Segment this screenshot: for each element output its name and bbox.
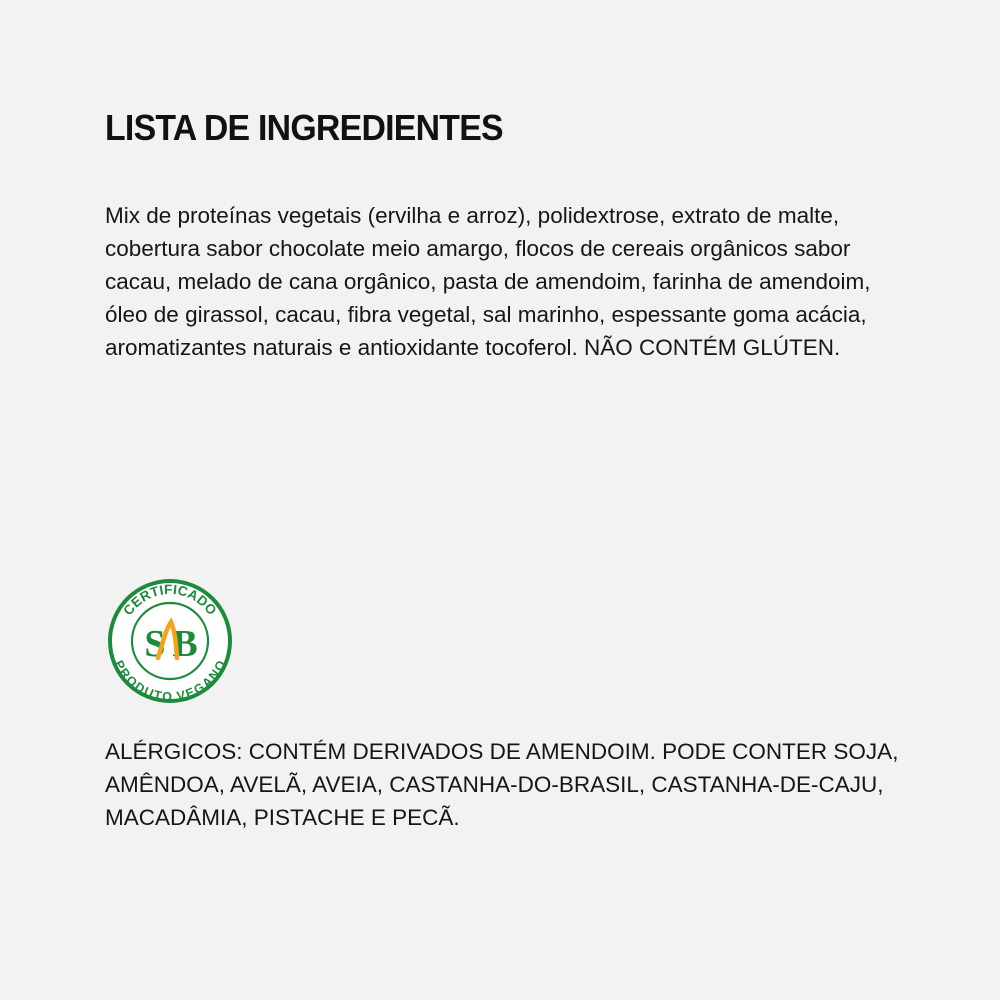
- page-title: LISTA DE INGREDIENTES: [105, 107, 503, 148]
- vegan-seal-icon: [105, 576, 235, 706]
- allergens-text: ALÉRGICOS: CONTÉM DERIVADOS DE AMENDOIM. PODE CONTER SOJA, AMÊNDOA, AVELÃ, AVEIA, CASTANHA-DO-BRASIL, CASTANHA-DE-CAJU, MACADÂMIA, PISTACHE E PECÃ.: [105, 739, 899, 830]
- seal-top-text: CERTIFICADO: [120, 581, 220, 619]
- vegan-certified-seal: [105, 576, 235, 706]
- seal-monogram-b: B: [172, 623, 198, 665]
- seal-monogram-s: S: [144, 623, 166, 665]
- seal-bottom-text: PRODUTO VEGANO: [111, 658, 229, 704]
- ingredients-text: Mix de proteínas vegetais (ervilha e arroz), polidextrose, extrato de malte, cobertura sabor chocolate meio amargo, flocos de cereais orgânicos sabor cacau, melado de cana orgânico, pasta de amendoim, farinha de amendoim, óleo de girassol, cacau, fibra vegetal, sal marinho, espessante goma acácia, aromatizantes naturais e antioxidante tocoferol. NÃO CONTÉM GLÚTEN.: [105, 203, 871, 360]
